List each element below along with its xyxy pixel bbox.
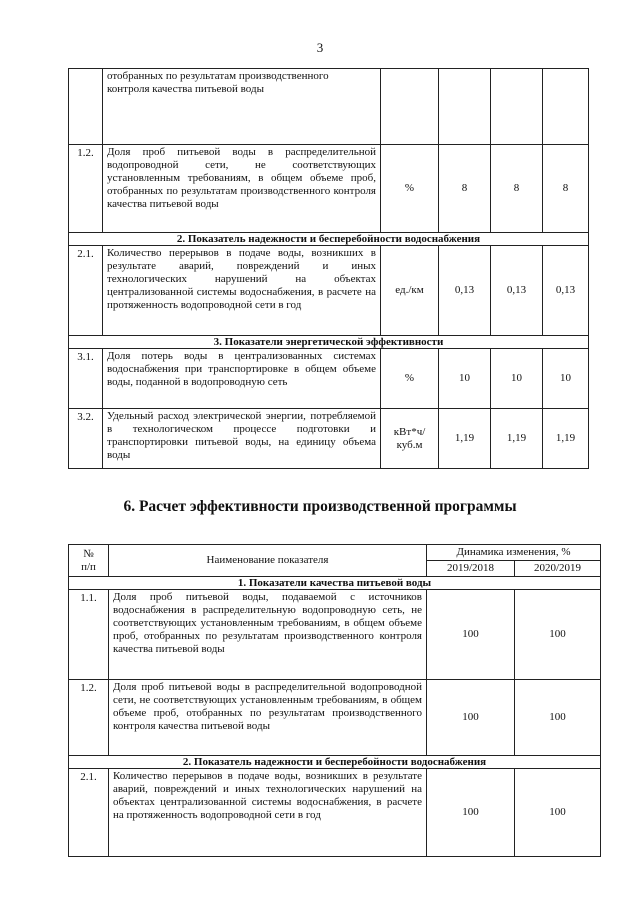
- value-cell: 10: [491, 349, 543, 409]
- header-number: № п/п: [69, 545, 109, 577]
- unit-cell: %: [381, 349, 439, 409]
- row-number: [69, 69, 103, 145]
- indicator-name: Доля проб питьевой воды, подаваемой с источников водоснабжения в распределительную водопроводную сеть, не соответствующих установленным требованиям, в общем объеме проб, отобранных по результатам производственного контроля качества питьевой воды: [109, 590, 427, 680]
- header-name: Наименование показателя: [109, 545, 427, 577]
- section-header-row: [69, 233, 589, 246]
- value-cell: 100: [515, 680, 601, 756]
- header-dynamics: Динамика изменения, %: [427, 545, 601, 561]
- indicator-name: Количество перерывов в подаче воды, возникших в результате аварий, повреждений и иных технологических нарушений на объектах централизованной системы водоснабжения, в расчете на протяженность водопроводной сети в год: [109, 769, 427, 857]
- indicators-table: [68, 68, 589, 469]
- section-title: 1. Показатели качества питьевой воды: [69, 577, 601, 590]
- header-period: 2019/2018: [427, 561, 515, 577]
- section-heading: 6. Расчет эффективности производственной программы: [123, 498, 517, 515]
- table-row: [69, 145, 589, 233]
- value-cell: 8: [439, 145, 491, 233]
- unit-cell: кВт*ч/ куб.м: [381, 409, 439, 469]
- indicator-name: Количество перерывов в подаче воды, возникших в результате аварий, повреждений и иных технологических нарушений на объектах централизованной системы водоснабжения, в расчете на протяженность водопроводной сети в год: [103, 246, 381, 336]
- value-cell: 0,13: [491, 246, 543, 336]
- value-cell: [491, 69, 543, 145]
- value-cell: 10: [543, 349, 589, 409]
- row-number: 1.1.: [69, 590, 109, 680]
- table-row: [69, 680, 601, 756]
- value-cell: 0,13: [543, 246, 589, 336]
- indicator-name: отобранных по результатам производственного контроля качества питьевой воды: [103, 69, 381, 145]
- section-header-row: [69, 756, 601, 769]
- indicator-name: Доля проб питьевой воды в распределительной водопроводной сети, не соответствующих установленным требованиям, в общем объеме проб, отобранных по результатам производственного контроля качества питьевой воды: [103, 145, 381, 233]
- value-cell: 100: [427, 590, 515, 680]
- table-row: [69, 349, 589, 409]
- table-row: [69, 769, 601, 857]
- value-cell: [543, 69, 589, 145]
- table-row: [69, 590, 601, 680]
- section-title: 3. Показатели энергетической эффективности: [69, 336, 589, 349]
- header-row: [69, 545, 601, 561]
- row-number: 3.1.: [69, 349, 103, 409]
- efficiency-table: [68, 544, 601, 857]
- row-number: 1.2.: [69, 680, 109, 756]
- indicator-name: Доля потерь воды в централизованных системах водоснабжения при транспортировке в общем объеме воды, поданной в водопроводную сеть: [103, 349, 381, 409]
- row-number: 3.2.: [69, 409, 103, 469]
- value-cell: 8: [491, 145, 543, 233]
- row-number: 2.1.: [69, 769, 109, 857]
- indicator-name: Удельный расход электрической энергии, потребляемой в технологическом процессе подготовки и транспортировки питьевой воды, на единицу объема воды: [103, 409, 381, 469]
- value-cell: 8: [543, 145, 589, 233]
- unit-cell: ед./км: [381, 246, 439, 336]
- section-header-row: [69, 577, 601, 590]
- value-cell: 100: [515, 590, 601, 680]
- unit-cell: [381, 69, 439, 145]
- unit-cell: %: [381, 145, 439, 233]
- value-cell: 1,19: [439, 409, 491, 469]
- table-row: [69, 409, 589, 469]
- row-number: 1.2.: [69, 145, 103, 233]
- value-cell: 100: [515, 769, 601, 857]
- row-number: 2.1.: [69, 246, 103, 336]
- indicator-name: Доля проб питьевой воды в распределительной водопроводной сети, не соответствующих установленным требованиям, в общем объеме проб, отобранных по результатам производственного контроля качества питьевой воды: [109, 680, 427, 756]
- value-cell: 0,13: [439, 246, 491, 336]
- value-cell: 100: [427, 680, 515, 756]
- page-number: 3: [316, 40, 324, 55]
- value-cell: 10: [439, 349, 491, 409]
- value-cell: 100: [427, 769, 515, 857]
- table-row: [69, 246, 589, 336]
- section-title: 2. Показатель надежности и бесперебойности водоснабжения: [69, 756, 601, 769]
- value-cell: [439, 69, 491, 145]
- section-title: 2. Показатель надежности и бесперебойности водоснабжения: [69, 233, 589, 246]
- value-cell: 1,19: [543, 409, 589, 469]
- header-period: 2020/2019: [515, 561, 601, 577]
- section-header-row: [69, 336, 589, 349]
- value-cell: 1,19: [491, 409, 543, 469]
- table-row: [69, 69, 589, 145]
